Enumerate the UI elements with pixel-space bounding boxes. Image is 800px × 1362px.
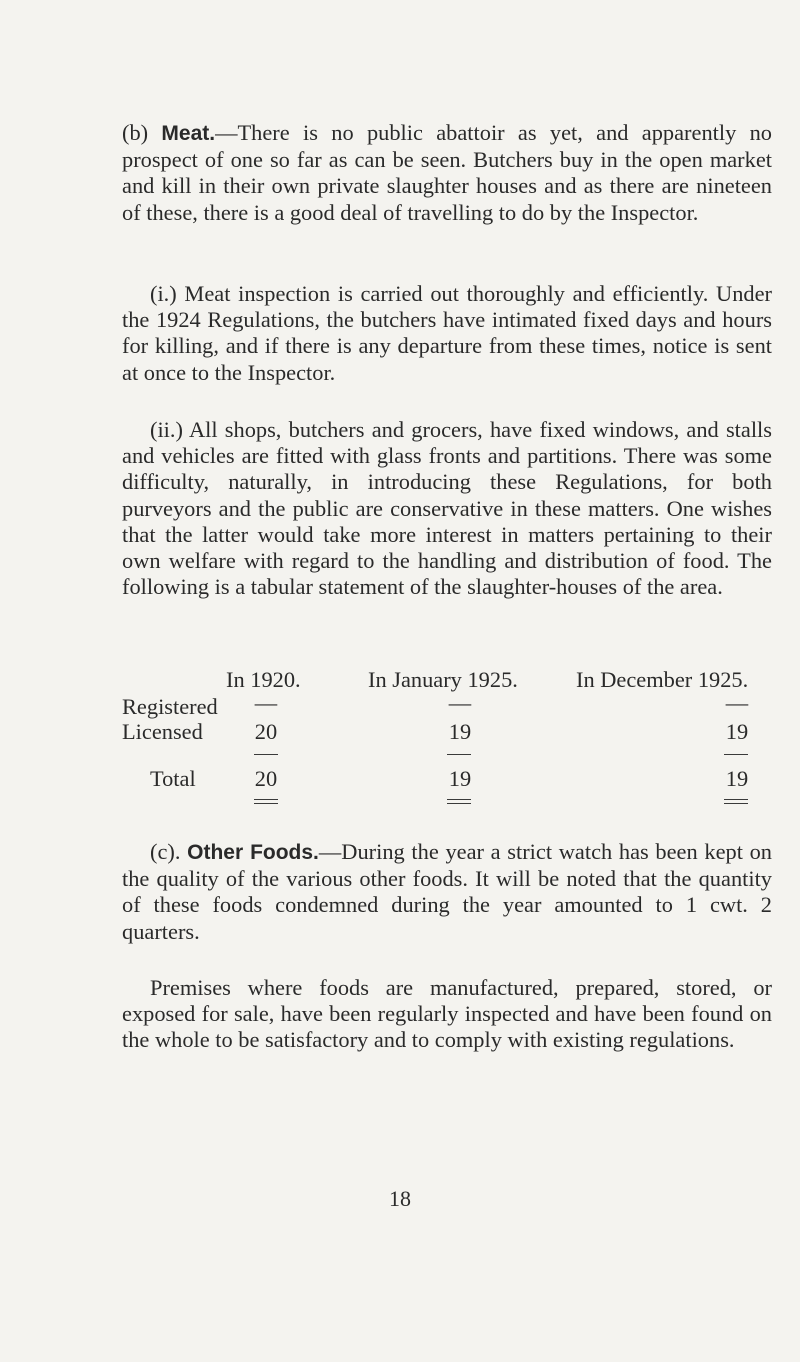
paragraph-other-foods-text: —During the year a strict watch has been kept on the quality of the various other foods. It will be noted that the quantity of these foods condemned during the year amounted to 1 cwt. 2 quarters.	[122, 839, 773, 944]
subtotal-rule-dec-1925	[724, 754, 748, 755]
row-label-registered: Registered	[122, 694, 218, 719]
cell-total-jan-1925: 19	[448, 766, 472, 791]
row-label-total: Total	[150, 766, 196, 791]
cell-registered-jan-1925: —	[448, 690, 472, 715]
total-double-rule-dec-1925	[724, 799, 748, 804]
cell-registered-dec-1925: —	[725, 690, 749, 715]
paragraph-meat-inspection: (i.) Meat inspection is carried out thoroughly and efficiently. Under the 1924 Regulations, the butchers have intimated fixed days and hours for killing, and if there is any departure from these times, notice is sent at once to the Inspector.	[122, 281, 772, 385]
column-header-december-1925: In December 1925.	[576, 667, 749, 692]
page-number: 18	[389, 1186, 411, 1211]
cell-total-1920: 20	[254, 766, 278, 791]
section-marker-c: (c).	[150, 839, 188, 864]
column-header-1920: In 1920.	[226, 667, 301, 692]
row-label-licensed: Licensed	[122, 719, 203, 744]
heading-other-foods: Other Foods.	[187, 841, 319, 864]
cell-registered-1920: —	[254, 690, 278, 715]
cell-licensed-jan-1925: 19	[448, 719, 472, 744]
paragraph-meat-text: —There is no public abattoir as yet, and apparently no prospect of one so far as can be seen. Butchers buy in the open market and kill in their own private slaughter houses and as there are nineteen of these, there is a good deal of travelling to do by the Inspector.	[122, 120, 772, 225]
total-double-rule-jan-1925	[447, 799, 471, 804]
paragraph-meat	[122, 120, 772, 226]
subtotal-rule-jan-1925	[447, 754, 471, 755]
paragraph-shops: (ii.) All shops, butchers and grocers, have fixed windows, and stalls and vehicles are fitted with glass fronts and partitions. There was some difficulty, naturally, in introducing these Regulations, for both purveyors and the public are conservative in these matters. One wishes that the latter would take more interest in matters pertaining to their own welfare with regard to the handling and distribution of food. The following is a tabular statement of the slaughter-houses of the area.	[122, 417, 772, 600]
total-double-rule-1920	[254, 799, 278, 804]
paragraph-other-foods	[122, 839, 772, 945]
cell-licensed-1920: 20	[254, 719, 278, 744]
paragraph-premises: Premises where foods are manufactured, prepared, stored, or exposed for sale, have been regularly inspected and have been found on the whole to be satisfactory and to comply with existing regulations.	[122, 975, 772, 1053]
cell-total-dec-1925: 19	[725, 766, 749, 791]
heading-meat: Meat.	[161, 122, 216, 145]
column-header-january-1925: In January 1925.	[368, 667, 518, 692]
section-marker-b: (b)	[122, 120, 162, 145]
cell-licensed-dec-1925: 19	[725, 719, 749, 744]
subtotal-rule-1920	[254, 754, 278, 755]
